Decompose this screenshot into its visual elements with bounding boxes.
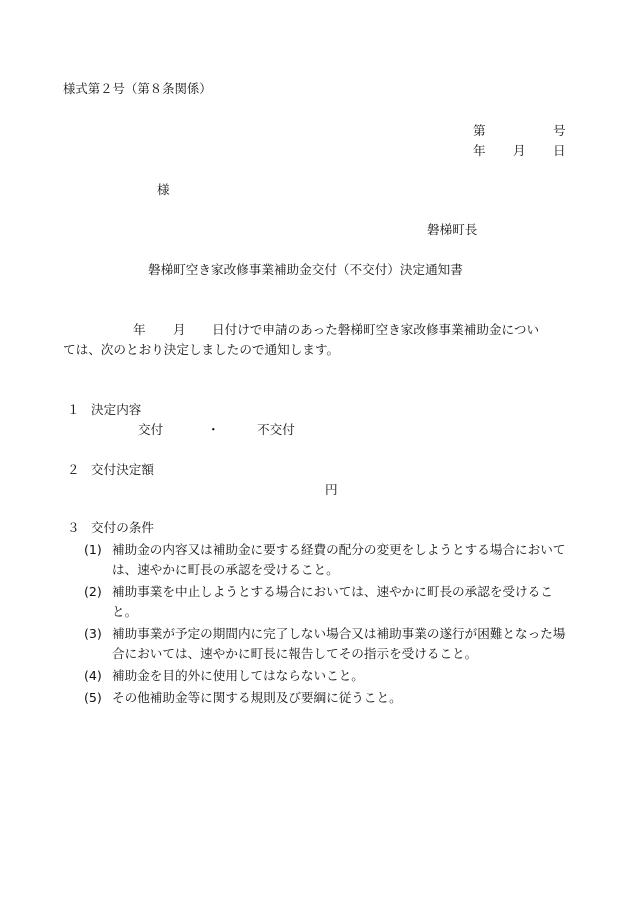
condition-item [84, 666, 570, 686]
number-prefix: 第 [473, 123, 486, 138]
condition-text: 補助事業が予定の期間内に完了しない場合又は補助事業の遂行が困難となった場合においては、速やかに町長に報告してその指示を受けること。 [112, 626, 566, 661]
date-day-label: 日 [553, 143, 566, 158]
condition-number: (5) [84, 690, 102, 705]
decision-option-nongrant: 不交付 [257, 422, 295, 437]
amount-unit: 円 [325, 482, 338, 497]
section3-number: ３ [67, 520, 80, 535]
form-label: 様式第２号（第８条関係） [63, 81, 212, 96]
issuer-name: 磐梯町長 [427, 222, 478, 237]
decision-option-separator: ・ [207, 422, 220, 437]
condition-number: (1) [84, 542, 102, 557]
condition-item [84, 582, 570, 622]
intro-line1-text: 日付けで申請のあった磐梯町空き家改修事業補助金につい [212, 322, 540, 337]
document-title: 磐梯町空き家改修事業補助金交付（不交付）決定通知書 [148, 262, 463, 277]
section2-heading: 交付決定額 [91, 462, 154, 477]
intro-year-label: 年 [133, 322, 146, 337]
condition-text: 補助金を目的外に使用してはならないこと。 [112, 668, 364, 683]
section1-number: １ [67, 402, 80, 417]
condition-text: 補助金の内容又は補助金に要する経費の配分の変更をしようとする場合においては、速やかに町長の承認を受けること。 [112, 542, 566, 577]
condition-text: 補助事業を中止しようとする場合においては、速やかに町長の承認を受けること。 [112, 584, 553, 619]
addressee-honorific: 様 [157, 182, 170, 197]
section2-number: ２ [67, 462, 80, 477]
date-year-label: 年 [473, 143, 486, 158]
intro-month-label: 月 [173, 322, 186, 337]
section1-heading: 決定内容 [91, 402, 142, 417]
condition-number: (2) [84, 584, 102, 599]
intro-line2-text: ては、次のとおり決定しましたので通知します。 [63, 342, 340, 357]
condition-text: その他補助金等に関する規則及び要綱に従うこと。 [112, 690, 402, 705]
condition-number: (3) [84, 626, 102, 641]
condition-number: (4) [84, 668, 102, 683]
date-month-label: 月 [513, 143, 526, 158]
condition-item [84, 540, 570, 580]
decision-option-grant: 交付 [138, 422, 164, 437]
condition-item [84, 688, 570, 708]
number-suffix: 号 [553, 123, 566, 138]
condition-item [84, 624, 570, 664]
conditions-list [84, 540, 570, 710]
section3-heading: 交付の条件 [91, 520, 154, 535]
